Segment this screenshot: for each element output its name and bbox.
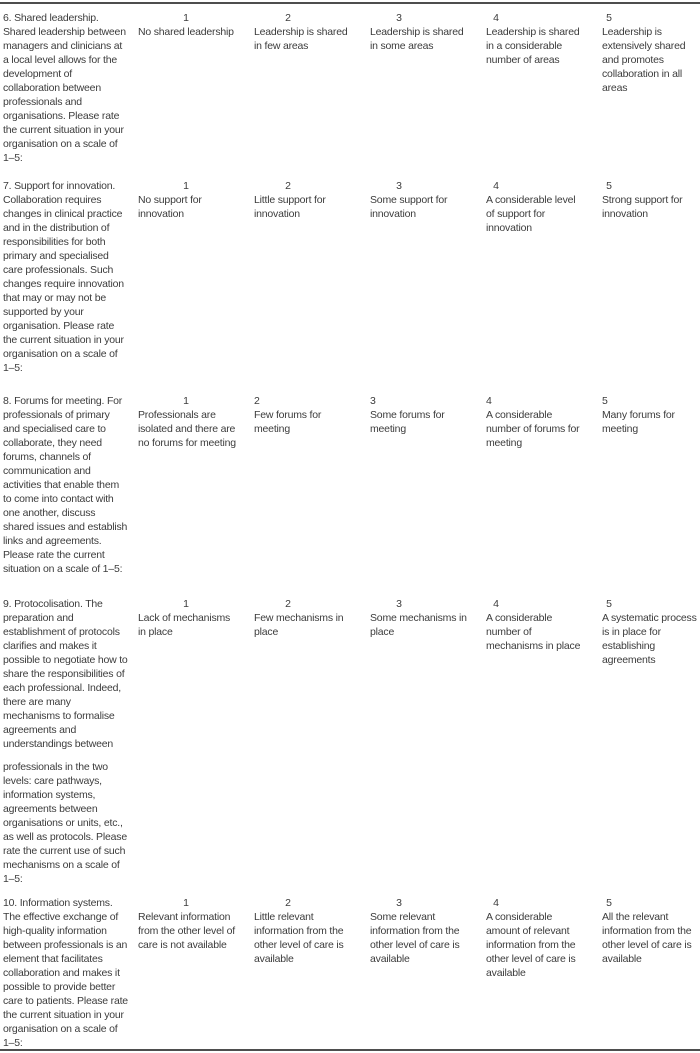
table-row [0, 179, 700, 394]
rating-option [254, 179, 370, 221]
rating-number: 3 [396, 897, 402, 909]
rating-option [254, 394, 370, 436]
rating-label: Leadership is shared in few areas [254, 26, 348, 52]
rating-option [370, 11, 486, 53]
rating-number: 3 [396, 598, 402, 610]
rating-label: A considerable number of mechanisms in place [486, 612, 581, 652]
rating-option [254, 597, 370, 639]
rating-option [370, 896, 486, 966]
rating-label: Professionals are isolated and there are no forums for meeting [138, 409, 236, 449]
rating-number: 4 [493, 12, 499, 24]
question-description [0, 179, 138, 375]
rating-number: 2 [254, 395, 260, 407]
rating-option [254, 896, 370, 966]
rating-option [370, 179, 486, 221]
rating-number: 1 [183, 897, 189, 909]
rating-number: 5 [602, 395, 608, 407]
rating-label: No support for innovation [138, 194, 202, 220]
question-description [0, 896, 138, 1050]
question-description [0, 597, 138, 886]
rating-label: A considerable level of support for innovation [486, 194, 576, 234]
rating-option [602, 597, 700, 667]
rating-label: Lack of mechanisms in place [138, 612, 231, 638]
table-row [0, 394, 700, 597]
rating-label: Many forums for meeting [602, 409, 675, 435]
rating-label: Some support for innovation [370, 194, 448, 220]
rating-label: All the relevant information from the other level of care is available [602, 911, 692, 965]
rating-label: Little relevant information from the other level of care is available [254, 911, 344, 965]
rating-label: Leadership is shared in a considerable number of areas [486, 26, 580, 66]
rating-label: A systematic process is in place for establishing agreements [602, 612, 697, 666]
rating-label: Few mechanisms in place [254, 612, 344, 638]
question-paragraph: 7. Support for innovation. Collaboration requires changes in clinical practice and in the distribution of responsibilities for both primary and specialised care professionals. Such changes require innovation that may or may not be supported by your organisation. Please rate the current situation in your organisation on a scale of 1–5: [3, 180, 124, 374]
question-paragraph: 8. Forums for meeting. For professionals of primary and specialised care to collaborate, they need forums, channels of communication and activities that enable them to come into contact with one another, discuss shared issues and establish links and agreements. Please rate the current situation on a scale of 1–5: [3, 395, 128, 575]
rating-option [602, 11, 700, 95]
rating-label: Some relevant information from the other level of care is available [370, 911, 460, 965]
rating-label: Some mechanisms in place [370, 612, 467, 638]
rating-option [486, 896, 602, 980]
rating-number: 5 [606, 897, 612, 909]
rating-option [602, 179, 700, 221]
question-paragraph: professionals in the two levels: care pathways, information systems, agreements between organisations or units, etc., as well as protocols. Please rate the current use of such mechanisms on a scale of 1–5: [3, 761, 127, 885]
rating-option [138, 11, 254, 39]
rating-number: 1 [183, 12, 189, 24]
rating-label: Leadership is extensively shared and promotes collaboration in all areas [602, 26, 686, 94]
rating-number: 3 [396, 180, 402, 192]
rating-number: 1 [183, 180, 189, 192]
rating-number: 5 [606, 598, 612, 610]
rating-option [138, 394, 254, 450]
rating-number: 1 [183, 598, 189, 610]
question-description [0, 394, 138, 576]
question-description [0, 11, 138, 165]
rating-number: 4 [493, 180, 499, 192]
table-row [0, 11, 700, 179]
rating-number: 5 [606, 12, 612, 24]
rating-option [602, 394, 700, 436]
rating-label: Some forums for meeting [370, 409, 445, 435]
rating-label: Little support for innovation [254, 194, 326, 220]
rating-label: Relevant information from the other level of care is not available [138, 911, 235, 951]
rating-option [370, 394, 486, 436]
rating-number: 3 [370, 395, 376, 407]
rating-label: A considerable number of forums for meeting [486, 409, 580, 449]
rating-label: A considerable amount of relevant information from the other level of care is available [486, 911, 576, 979]
rating-number: 4 [486, 395, 492, 407]
rating-option [602, 896, 700, 966]
rating-number: 5 [606, 180, 612, 192]
rating-number: 1 [183, 395, 189, 407]
table-row [0, 597, 700, 896]
questionnaire-table [0, 2, 700, 1051]
rating-label: Strong support for innovation [602, 194, 683, 220]
question-paragraph: 10. Information systems. The effective exchange of high-quality information between professionals is an element that facilitates collaboration and makes it possible to provide better care to patients. Please rate the current situation in your organisation on a scale of 1–5: [3, 897, 128, 1049]
rating-number: 2 [285, 598, 291, 610]
rating-label: Leadership is shared in some areas [370, 26, 464, 52]
rating-label: No shared leadership [138, 26, 234, 38]
rating-number: 3 [396, 12, 402, 24]
rating-number: 2 [285, 897, 291, 909]
rating-number: 4 [493, 897, 499, 909]
rating-label: Few forums for meeting [254, 409, 322, 435]
rating-option [254, 11, 370, 53]
rating-option [486, 597, 602, 653]
rating-option [138, 896, 254, 952]
rating-option [486, 11, 602, 67]
rating-number: 2 [285, 180, 291, 192]
question-paragraph: 6. Shared leadership. Shared leadership between managers and clinicians at a local level allows for the development of collaboration between professionals and organisations. Please rate the current situation in your organisation on a scale of 1–5: [3, 12, 126, 164]
rating-option [138, 597, 254, 639]
rating-number: 2 [285, 12, 291, 24]
rating-option [486, 179, 602, 235]
rating-number: 4 [493, 598, 499, 610]
rating-option [486, 394, 602, 450]
rating-option [138, 179, 254, 221]
question-paragraph: 9. Protocolisation. The preparation and establishment of protocols clarifies and makes it possible to negotiate how to share the responsibilities of each professional. Indeed, there are many mechanisms to formalise agreements and understandings between [3, 598, 128, 750]
table-row [0, 896, 700, 1050]
rating-option [370, 597, 486, 639]
